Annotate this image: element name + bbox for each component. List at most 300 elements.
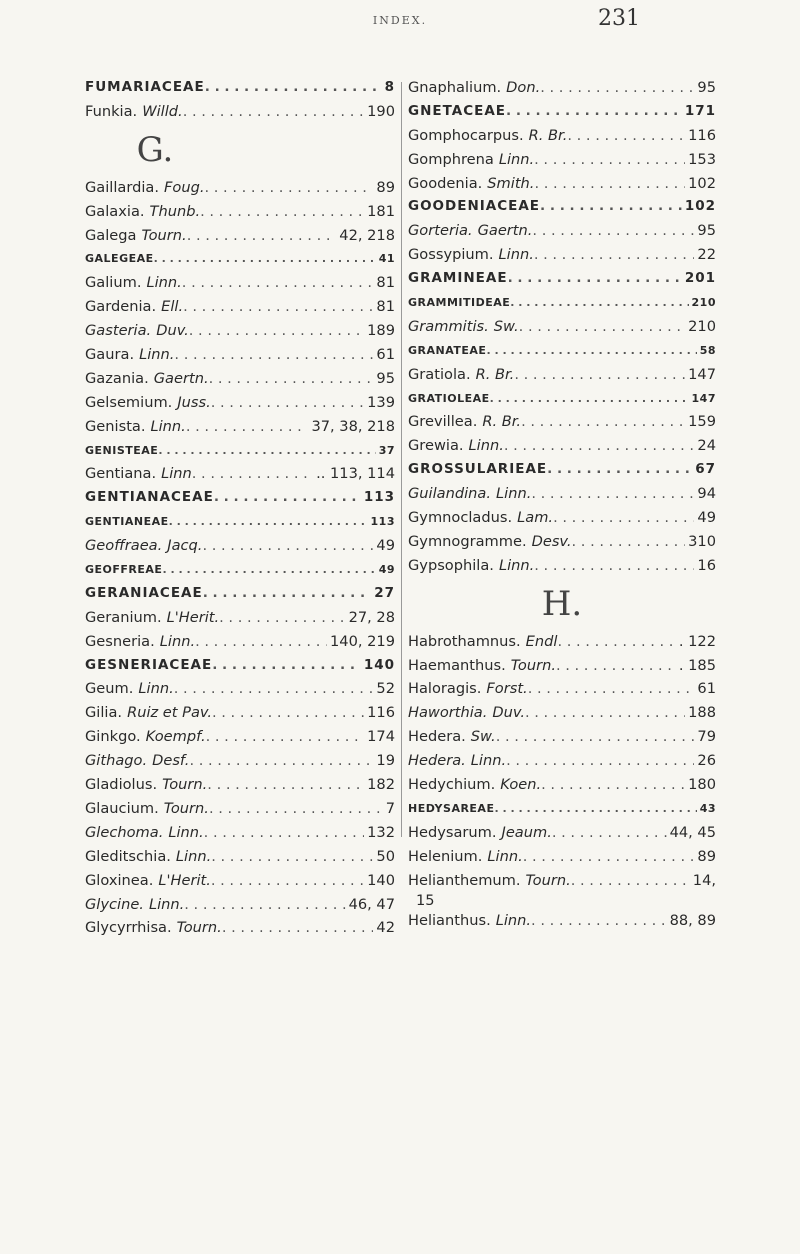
- entry-name: Grammitis.: [408, 317, 489, 335]
- entry-name: Galaxia.: [85, 202, 145, 220]
- entry-name: Genista.: [85, 417, 146, 435]
- dot-leader: [528, 677, 695, 701]
- entry-author: Jacq.: [167, 537, 203, 555]
- entry-pages: 52: [376, 680, 395, 698]
- entry-pages: 102: [684, 198, 716, 215]
- index-entry: [408, 195, 716, 219]
- index-entry: [408, 124, 716, 148]
- dot-leader: [183, 100, 364, 124]
- entry-pages: 140, 219: [330, 632, 395, 650]
- dot-leader: [162, 558, 375, 582]
- entry-pages: 181: [367, 202, 395, 220]
- index-entry: [85, 654, 395, 678]
- index-entry: [408, 434, 716, 458]
- index-entry: [85, 271, 395, 295]
- index-entry: [85, 725, 395, 749]
- entry-author: Linn.: [470, 752, 507, 770]
- dot-leader: [552, 821, 667, 845]
- section-letter: H.: [541, 583, 583, 624]
- index-entry: [85, 319, 395, 343]
- entry-pages: 26: [697, 752, 716, 770]
- dot-leader: [506, 100, 682, 124]
- entry-name: Hedera.: [408, 728, 466, 746]
- index-entry: [85, 869, 395, 893]
- dot-leader: [496, 725, 695, 749]
- entry-name: GESNERIACEAE: [85, 656, 213, 673]
- index-column-left: [85, 76, 395, 940]
- entry-pages: 49: [697, 509, 716, 527]
- dot-leader: [209, 797, 383, 821]
- entry-pages: 8: [384, 79, 395, 95]
- entry-author: Linn.: [175, 847, 212, 865]
- entry-author: Ell.: [161, 298, 184, 316]
- dot-leader: [508, 267, 682, 291]
- dot-leader: [510, 291, 688, 315]
- dot-leader: [182, 271, 374, 295]
- index-entry: [408, 482, 716, 506]
- entry-pages: 22: [697, 246, 716, 264]
- index-entry: [408, 773, 716, 797]
- dot-leader: [514, 363, 685, 387]
- index-entry: [408, 797, 716, 821]
- entry-pages: 16: [697, 556, 716, 574]
- index-entry: [85, 582, 395, 606]
- entry-author: Endl: [525, 632, 558, 650]
- index-entry: [408, 267, 716, 291]
- entry-author: Linn.: [498, 246, 534, 264]
- dot-leader: [547, 458, 692, 482]
- entry-name: Haloragis.: [408, 680, 482, 698]
- dot-leader: [200, 200, 364, 224]
- dot-leader: [192, 462, 313, 486]
- entry-name: GENTIANACEAE: [85, 489, 214, 506]
- entry-author: Linn.: [498, 556, 535, 574]
- entry-author: Koen.: [500, 776, 542, 794]
- dot-leader: [211, 845, 373, 869]
- entry-name: Gilia.: [85, 704, 123, 722]
- entry-name: Githago.: [85, 752, 148, 770]
- entry-pages: 41: [378, 252, 395, 266]
- entry-name: Gaura.: [85, 346, 135, 364]
- entry-author: Willd.: [142, 102, 183, 120]
- entry-pages: . 185: [678, 656, 716, 674]
- column-divider: [401, 82, 402, 837]
- entry-pages: 140: [367, 871, 395, 889]
- entry-name: Galium.: [85, 274, 142, 292]
- page-number: 231: [598, 6, 640, 31]
- entry-author: Linn.: [148, 895, 185, 913]
- index-entry: [85, 749, 395, 773]
- entry-pages-continued: 15: [416, 891, 435, 909]
- entry-author: Foug.: [164, 178, 205, 196]
- entry-author: Thunb.: [149, 202, 201, 220]
- entry-pages: 174: [367, 728, 395, 746]
- index-entry: [85, 200, 395, 224]
- entry-pages: 147: [688, 365, 716, 383]
- dot-leader: [183, 295, 373, 319]
- entry-pages: 37: [378, 443, 395, 457]
- dot-leader: [211, 869, 364, 893]
- running-title: INDEX.: [372, 14, 428, 27]
- entry-name: Funkia.: [85, 102, 138, 120]
- entry-pages: .. 113, 114: [316, 465, 395, 483]
- index-entry: [85, 486, 395, 510]
- entry-pages: 27: [374, 584, 395, 601]
- entry-name: Gorteria.: [408, 222, 473, 240]
- index-entry: [85, 845, 395, 869]
- index-entry: [85, 462, 395, 486]
- entry-pages: 147: [691, 391, 716, 405]
- index-entry: [85, 415, 395, 439]
- entry-author: R. Br.: [528, 126, 568, 144]
- dot-leader: [553, 506, 694, 530]
- entry-author: Ruiz et Pav.: [127, 704, 212, 722]
- entry-name: Geoffraea.: [85, 537, 163, 555]
- entry-name: GRATIOLEAE: [408, 391, 490, 405]
- entry-author: Don.: [506, 79, 541, 96]
- dot-leader: [494, 797, 696, 821]
- index-entry: [408, 76, 716, 100]
- index-entry: [85, 701, 395, 725]
- index-entry: [85, 295, 395, 319]
- entry-name: Geum.: [85, 680, 134, 698]
- dot-leader: [214, 486, 361, 510]
- dot-leader: [206, 725, 365, 749]
- index-entry: [85, 558, 395, 582]
- dot-leader: [540, 76, 694, 100]
- entry-author: Duv.: [492, 704, 525, 722]
- dot-leader: [531, 482, 694, 506]
- dot-leader: [158, 439, 375, 463]
- entry-author: Linn.: [146, 274, 182, 292]
- index-entry: [85, 76, 395, 100]
- entry-name: Haworthia.: [408, 704, 488, 722]
- entry-author: Sw.: [470, 728, 496, 746]
- index-entry: [408, 530, 716, 554]
- entry-pages: 67: [695, 461, 716, 478]
- entry-pages: 37, 38, 218: [311, 417, 395, 435]
- entry-name: Gomphrena: [408, 150, 494, 168]
- entry-name: FUMARIACEAE: [85, 79, 205, 95]
- entry-name: Gomphocarpus.: [408, 126, 524, 144]
- index-entry: [85, 100, 395, 124]
- entry-name: Gelsemium.: [85, 393, 173, 411]
- entry-author: Duv.: [156, 322, 189, 340]
- entry-name: Gloxinea.: [85, 871, 154, 889]
- index-entry: [408, 845, 716, 869]
- entry-name: Gladiolus.: [85, 776, 158, 794]
- index-entry: [85, 677, 395, 701]
- index-entry: [85, 821, 395, 845]
- entry-name: Grewia.: [408, 437, 464, 455]
- entry-author: Juss.: [177, 393, 211, 411]
- entry-name: Hedera.: [408, 752, 466, 770]
- entry-name: GRAMINEAE: [408, 270, 508, 287]
- index-entry: [85, 176, 395, 200]
- entry-author: Tourn.: [176, 919, 222, 937]
- dot-leader: [187, 224, 337, 248]
- dot-leader: [531, 909, 667, 933]
- entry-author: Sw.: [493, 317, 519, 335]
- entry-name: Gossypium.: [408, 246, 494, 264]
- dot-leader: [541, 773, 685, 797]
- entry-pages: 50: [376, 847, 395, 865]
- dot-leader: [534, 148, 685, 172]
- entry-author: Linn: [161, 465, 192, 483]
- dot-leader: [169, 510, 368, 534]
- entry-author: Tourn.: [141, 226, 187, 244]
- index-entry: [408, 243, 716, 267]
- entry-name: Habrothamnus.: [408, 632, 521, 650]
- entry-pages: 49: [378, 563, 395, 577]
- entry-pages: 58: [699, 343, 716, 357]
- index-entry: [408, 749, 716, 773]
- entry-pages: 310: [688, 532, 716, 550]
- entry-pages: 89: [376, 178, 395, 196]
- dot-leader: [534, 554, 694, 578]
- entry-pages: 42: [376, 919, 395, 937]
- index-entry: [85, 630, 395, 654]
- dot-leader: [572, 530, 686, 554]
- entry-pages: 49: [376, 537, 395, 555]
- index-entry: [408, 363, 716, 387]
- entry-name: Gentiana.: [85, 465, 157, 483]
- entry-pages: 132: [367, 823, 395, 841]
- dot-leader: [571, 869, 690, 893]
- index-entry: [85, 247, 395, 271]
- entry-name: Glycine.: [85, 895, 144, 913]
- entry-author: Linn.: [468, 437, 504, 455]
- index-entry: [408, 219, 716, 243]
- index-entry: [408, 315, 716, 339]
- dot-leader: [154, 247, 376, 271]
- dot-leader: [219, 606, 345, 630]
- index-entry: [408, 554, 716, 578]
- index-entry: [408, 869, 716, 893]
- entry-name: GNETACEAE: [408, 102, 507, 119]
- entry-author: Gaertn.: [477, 222, 533, 240]
- dot-leader: [189, 319, 364, 343]
- index-entry: [408, 701, 716, 725]
- entry-pages: 182: [367, 776, 395, 794]
- dot-leader: [205, 176, 374, 200]
- index-entry: [408, 821, 716, 845]
- index-entry: [85, 797, 395, 821]
- index-column-right: [408, 76, 716, 932]
- dot-leader: [205, 76, 382, 100]
- entry-author: Linn.: [139, 346, 175, 364]
- entry-pages: 102: [688, 174, 716, 192]
- entry-author: Linn.: [498, 150, 535, 168]
- entry-pages: 140: [363, 656, 395, 673]
- dot-leader: [212, 654, 361, 678]
- entry-name: Gaillardia.: [85, 178, 160, 196]
- entry-author: Linn.: [168, 823, 204, 841]
- entry-author: Linn.: [496, 485, 532, 503]
- dot-leader: [504, 434, 695, 458]
- index-entry: [408, 387, 716, 411]
- entry-pages: 113: [370, 515, 395, 529]
- index-entry: [408, 100, 716, 124]
- dot-leader: [209, 367, 374, 391]
- dot-leader: [521, 410, 685, 434]
- entry-pages: 95: [697, 222, 716, 240]
- entry-pages: 201: [684, 270, 716, 287]
- entry-pages: 113: [363, 489, 395, 506]
- index-entry: [408, 909, 716, 933]
- index-entry: [408, 410, 716, 434]
- entry-name: Ginkgo.: [85, 728, 141, 746]
- entry-pages: 153: [688, 150, 716, 168]
- entry-pages: 27, 28: [348, 608, 395, 626]
- entry-pages: 210: [688, 317, 716, 335]
- dot-leader: [203, 582, 371, 606]
- entry-pages: 94: [697, 485, 716, 503]
- index-entry: [408, 725, 716, 749]
- index-entry: [85, 606, 395, 630]
- dot-leader: [211, 391, 364, 415]
- entry-name: GEOFFREAE: [85, 563, 163, 577]
- entry-pages: 44, 45: [669, 823, 716, 841]
- entry-name: Gesneria.: [85, 632, 155, 650]
- entry-name: Gasteria.: [85, 322, 152, 340]
- entry-author: R. Br.: [475, 365, 515, 383]
- entry-pages: 190: [367, 102, 395, 120]
- entry-author: L'Herit.: [166, 608, 220, 626]
- entry-pages: 180: [688, 776, 716, 794]
- entry-author: L'Herit.: [158, 871, 211, 889]
- entry-pages: 95: [376, 369, 395, 387]
- entry-pages: 7: [385, 799, 395, 817]
- entry-author: Desv.: [531, 532, 572, 550]
- entry-name: Gymnocladus.: [408, 509, 513, 527]
- entry-name: GENISTEAE: [85, 443, 159, 457]
- entry-author: Linn.: [495, 911, 532, 929]
- entry-author: Koempf.: [145, 728, 206, 746]
- index-entry: [408, 172, 716, 196]
- dot-leader: [174, 677, 374, 701]
- entry-name: GALEGEAE: [85, 252, 154, 266]
- entry-pages: 43: [699, 801, 716, 815]
- dot-leader: [189, 749, 373, 773]
- index-entry: [408, 654, 716, 678]
- section-letter: G.: [136, 129, 174, 170]
- entry-name: Haemanthus.: [408, 656, 506, 674]
- entry-pages: 210: [691, 296, 716, 310]
- index-entry: [408, 291, 716, 315]
- entry-name: Gymnogramme.: [408, 532, 527, 550]
- entry-name: Hedysarum.: [408, 823, 497, 841]
- dot-leader: [195, 630, 327, 654]
- dot-leader: [212, 701, 364, 725]
- entry-name: Helianthus.: [408, 911, 491, 929]
- entry-name: GRANATEAE: [408, 343, 487, 357]
- entry-author: R. Br.: [482, 413, 522, 431]
- dot-leader: [519, 315, 685, 339]
- entry-name: Hedychium.: [408, 776, 496, 794]
- entry-author: Linn.: [487, 847, 523, 865]
- index-entry: [408, 630, 716, 654]
- entry-name: GRAMMITIDEAE: [408, 296, 511, 310]
- entry-pages: 81: [376, 298, 395, 316]
- entry-name: Glaucium.: [85, 799, 159, 817]
- entry-author: Forst.: [486, 680, 528, 698]
- entry-name: Gypsophila.: [408, 556, 494, 574]
- entry-name: GOODENIACEAE: [408, 198, 541, 215]
- entry-pages: 89: [697, 847, 716, 865]
- entry-name: Gratiola.: [408, 365, 471, 383]
- entry-pages: 95: [697, 79, 716, 96]
- entry-name: Goodenia.: [408, 174, 483, 192]
- entry-author: Tourn.: [525, 871, 571, 889]
- entry-name: Glechoma.: [85, 823, 164, 841]
- dot-leader: [204, 821, 364, 845]
- dot-leader: [532, 219, 694, 243]
- entry-author: Gaertn.: [153, 369, 209, 387]
- entry-name: Gleditschia.: [85, 847, 171, 865]
- entry-pages: 159: [688, 413, 716, 431]
- dot-leader: [540, 195, 682, 219]
- index-entry: [85, 916, 395, 940]
- entry-name: Glycyrrhisa.: [85, 919, 172, 937]
- entry-pages: 189: [367, 322, 395, 340]
- entry-pages: 139: [367, 393, 395, 411]
- entry-name: HEDYSAREAE: [408, 801, 495, 815]
- entry-pages: 19: [376, 752, 395, 770]
- dot-leader: [186, 415, 309, 439]
- index-entry: [85, 773, 395, 797]
- entry-author: Jeaum.: [501, 823, 552, 841]
- index-entry: [408, 148, 716, 172]
- entry-pages: 79: [697, 728, 716, 746]
- entry-pages: 88, 89: [669, 911, 716, 929]
- index-entry: [85, 367, 395, 391]
- index-entry: [85, 439, 395, 463]
- entry-name: GROSSULARIEAE: [408, 461, 548, 478]
- dot-leader: [523, 845, 695, 869]
- index-entry: [85, 534, 395, 558]
- entry-pages: 171: [684, 102, 716, 119]
- dot-leader: [174, 343, 373, 367]
- entry-name: GERANIACEAE: [85, 584, 203, 601]
- entry-pages: 61: [376, 346, 395, 364]
- entry-pages: 61: [697, 680, 716, 698]
- entry-pages: 188: [688, 704, 716, 722]
- entry-author: Lam.: [517, 509, 554, 527]
- dot-leader: [222, 916, 374, 940]
- dot-leader: [525, 701, 685, 725]
- index-entry: [85, 893, 395, 917]
- entry-pages: 81: [376, 274, 395, 292]
- entry-name: Helenium.: [408, 847, 483, 865]
- entry-name: Helianthemum.: [408, 871, 521, 889]
- index-entry: [85, 343, 395, 367]
- entry-pages: 24: [697, 437, 716, 455]
- entry-name: Guilandina.: [408, 485, 492, 503]
- entry-author: Linn.: [138, 680, 174, 698]
- entry-name: Grevillea.: [408, 413, 478, 431]
- entry-author: Tourn.: [163, 799, 209, 817]
- entry-pages: 116: [688, 126, 716, 144]
- index-entry: [408, 458, 716, 482]
- dot-leader: [184, 893, 345, 917]
- entry-author: Tourn.: [162, 776, 208, 794]
- entry-name: Gardenia.: [85, 298, 157, 316]
- dot-leader: [486, 339, 696, 363]
- dot-leader: [567, 124, 685, 148]
- index-entry: [408, 506, 716, 530]
- entry-pages: 42, 218: [339, 226, 395, 244]
